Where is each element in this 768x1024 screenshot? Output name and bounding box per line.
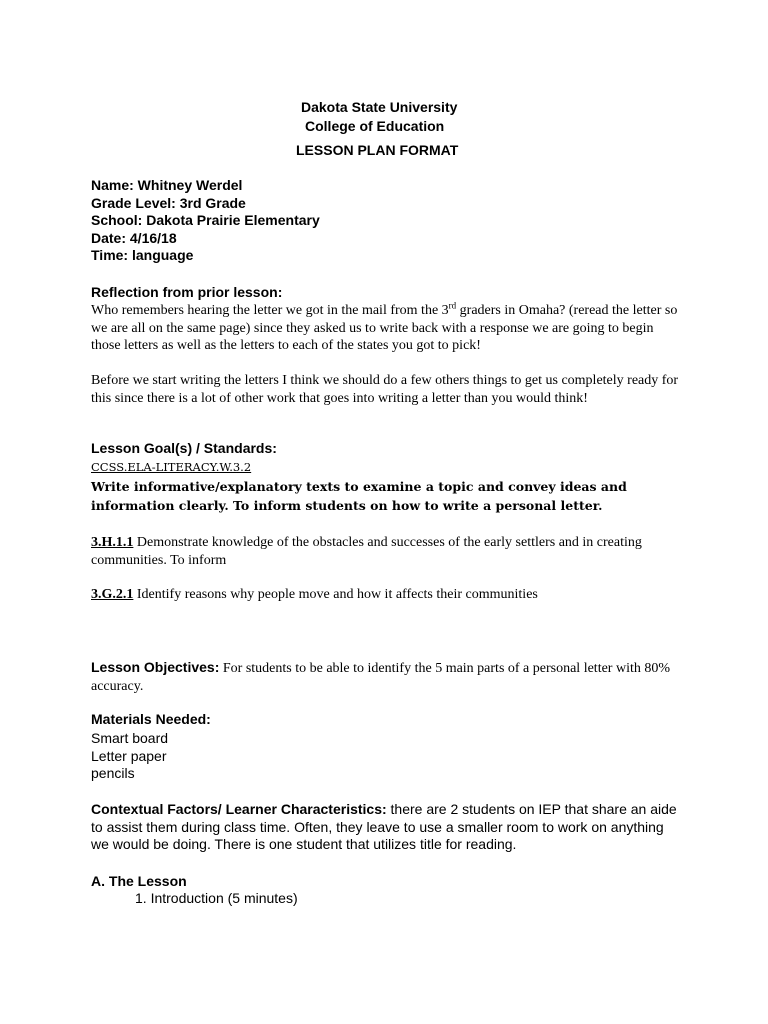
standard-3g21-text: Identify reasons why people move and how it affects their communities <box>133 587 538 602</box>
materials-item: pencils <box>91 765 135 781</box>
materials-item: Smart board <box>91 730 169 746</box>
reflection-heading: Reflection from prior lesson: <box>91 284 283 300</box>
contextual-factors-label: Contextual Factors/ Learner Characteristics: <box>91 801 387 817</box>
materials-item: Letter paper <box>91 747 167 764</box>
contextual-factors-text: there are 2 students on IEP that share an aide to assist them during class time. Often, they leave to use a smaller room to work on anything we would be doing. There is one student that utilizes title for reading. <box>91 801 677 852</box>
time-line: Time: language <box>91 247 194 263</box>
lesson-step-introduction: 1. Introduction (5 minutes) <box>135 890 298 906</box>
college-name: College of Education <box>305 118 445 134</box>
standard-3h11 <box>91 534 681 569</box>
reflection-paragraph-2: Before we start writing the letters I think we should do a few others things to get us completely ready for this since there is a lot of other work that goes into writing a letter than you would think! <box>91 373 679 406</box>
standard-3h11-code: 3.H.1.1 <box>91 535 134 550</box>
contextual-factors <box>91 801 681 854</box>
reflection-paragraph-1 <box>91 302 681 355</box>
ordinal-suffix: rd <box>448 300 457 311</box>
grade-line: Grade Level: 3rd Grade <box>91 194 246 211</box>
standard-3g21-code: 3.G.2.1 <box>91 587 134 602</box>
standard-code: CCSS.ELA-LITERACY.W.3.2 <box>91 460 252 474</box>
format-title: LESSON PLAN FORMAT <box>296 142 459 158</box>
school-line: School: Dakota Prairie Elementary <box>91 212 320 228</box>
standard-3h11-text: Demonstrate knowledge of the obstacles and successes of the early settlers and in creating communities. To inform <box>91 535 642 568</box>
reflection-p1-end: graders in Omaha? (reread the letter so we are all on the same page) since they asked us to write back with a response we are going to begin those letters as well as the letters to each of the states you got to pick! <box>91 303 678 353</box>
materials-heading: Materials Needed: <box>91 711 211 727</box>
standard-3g21 <box>91 586 681 604</box>
reflection-p1-start: Who remembers hearing the letter we got in the mail from the 3 <box>91 303 449 318</box>
date-line: Date: 4/16/18 <box>91 229 177 246</box>
lesson-heading: A. The Lesson <box>91 873 187 889</box>
objectives-text: For students to be able to identify the 5 main parts of a personal letter with 80% accuracy. <box>91 661 671 694</box>
university-name: Dakota State University <box>301 99 458 115</box>
name-line: Name: Whitney Werdel <box>91 177 243 193</box>
standard-text: Write informative/explanatory texts to examine a topic and convey ideas and information clearly. To inform students on how to write a personal letter. <box>91 479 627 513</box>
objectives-label: Lesson Objectives: <box>91 659 220 675</box>
goals-heading: Lesson Goal(s) / Standards: <box>91 440 277 456</box>
materials-list <box>91 730 168 783</box>
objectives-paragraph <box>91 659 681 695</box>
teacher-info <box>91 177 320 265</box>
